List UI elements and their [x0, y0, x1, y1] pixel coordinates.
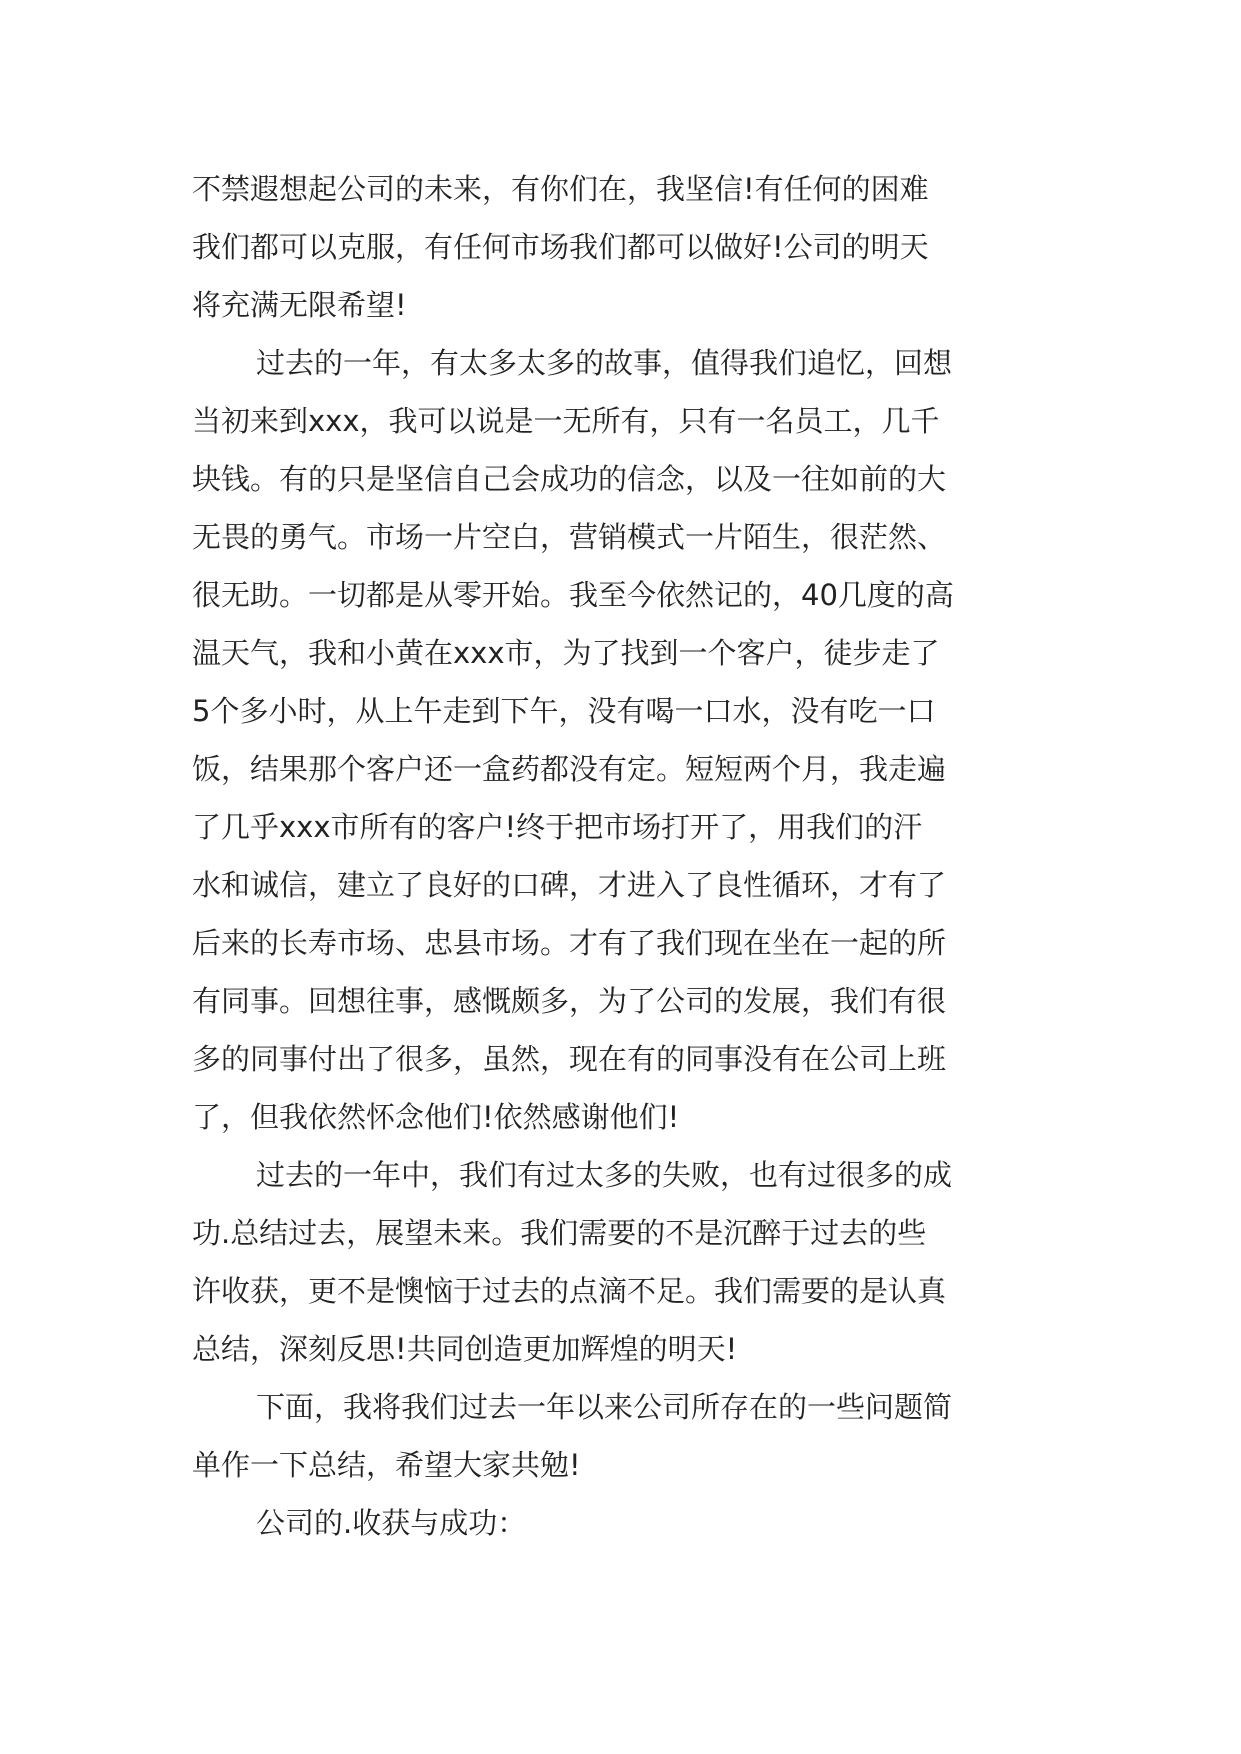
- paragraph-first-line: 过去的一年，有太多太多的故事，值得我们追忆，回想: [256, 346, 953, 380]
- text-line: 功.总结过去，展望未来。我们需要的不是沉醉于过去的些: [192, 1216, 927, 1250]
- text-line: 块钱。有的只是坚信自己会成功的信念，以及一往如前的大: [192, 462, 947, 496]
- paragraph-first-line: 过去的一年中，我们有过太多的失败，也有过很多的成: [256, 1158, 953, 1192]
- text-line: 单作一下总结，希望大家共勉!: [192, 1448, 581, 1482]
- text-line: 许收获，更不是懊恼于过去的点滴不足。我们需要的是认真: [192, 1274, 947, 1308]
- text-line: 无畏的勇气。市场一片空白，营销模式一片陌生，很茫然、: [192, 520, 947, 554]
- text-line: 当初来到xxx，我可以说是一无所有，只有一名员工，几千: [192, 404, 940, 438]
- text-line: 饭，结果那个客户还一盒药都没有定。短短两个月，我走遍: [192, 752, 947, 786]
- text-line: 5个多小时，从上午走到下午，没有喝一口水，没有吃一口: [192, 694, 936, 728]
- paragraph-first-line: 下面，我将我们过去一年以来公司所存在的一些问题简: [256, 1390, 953, 1424]
- section-heading: 公司的.收获与成功：: [256, 1506, 527, 1540]
- text-line: 将充满无限希望!: [192, 288, 407, 322]
- text-line: 我们都可以克服，有任何市场我们都可以做好!公司的明天: [192, 230, 929, 264]
- text-line: 了，但我依然怀念他们!依然感谢他们!: [192, 1100, 680, 1134]
- text-line: 了几乎xxx市所有的客户!终于把市场打开了，用我们的汗: [192, 810, 923, 844]
- text-line: 总结，深刻反思!共同创造更加辉煌的明天!: [192, 1332, 738, 1366]
- text-line: 水和诚信，建立了良好的口碑，才进入了良性循环，才有了: [192, 868, 947, 902]
- document-body: [192, 160, 1052, 1552]
- text-line: 不禁遐想起公司的未来，有你们在，我坚信!有任何的困难: [192, 172, 929, 206]
- text-line: 多的同事付出了很多，虽然，现在有的同事没有在公司上班: [192, 1042, 947, 1076]
- text-line: 后来的长寿市场、忠县市场。才有了我们现在坐在一起的所: [192, 926, 947, 960]
- text-line: 很无助。一切都是从零开始。我至今依然记的，40几度的高: [192, 578, 954, 612]
- text-line: 温天气，我和小黄在xxx市，为了找到一个客户，徒步走了: [192, 636, 940, 670]
- text-line: 有同事。回想往事，感慨颇多，为了公司的发展，我们有很: [192, 984, 947, 1018]
